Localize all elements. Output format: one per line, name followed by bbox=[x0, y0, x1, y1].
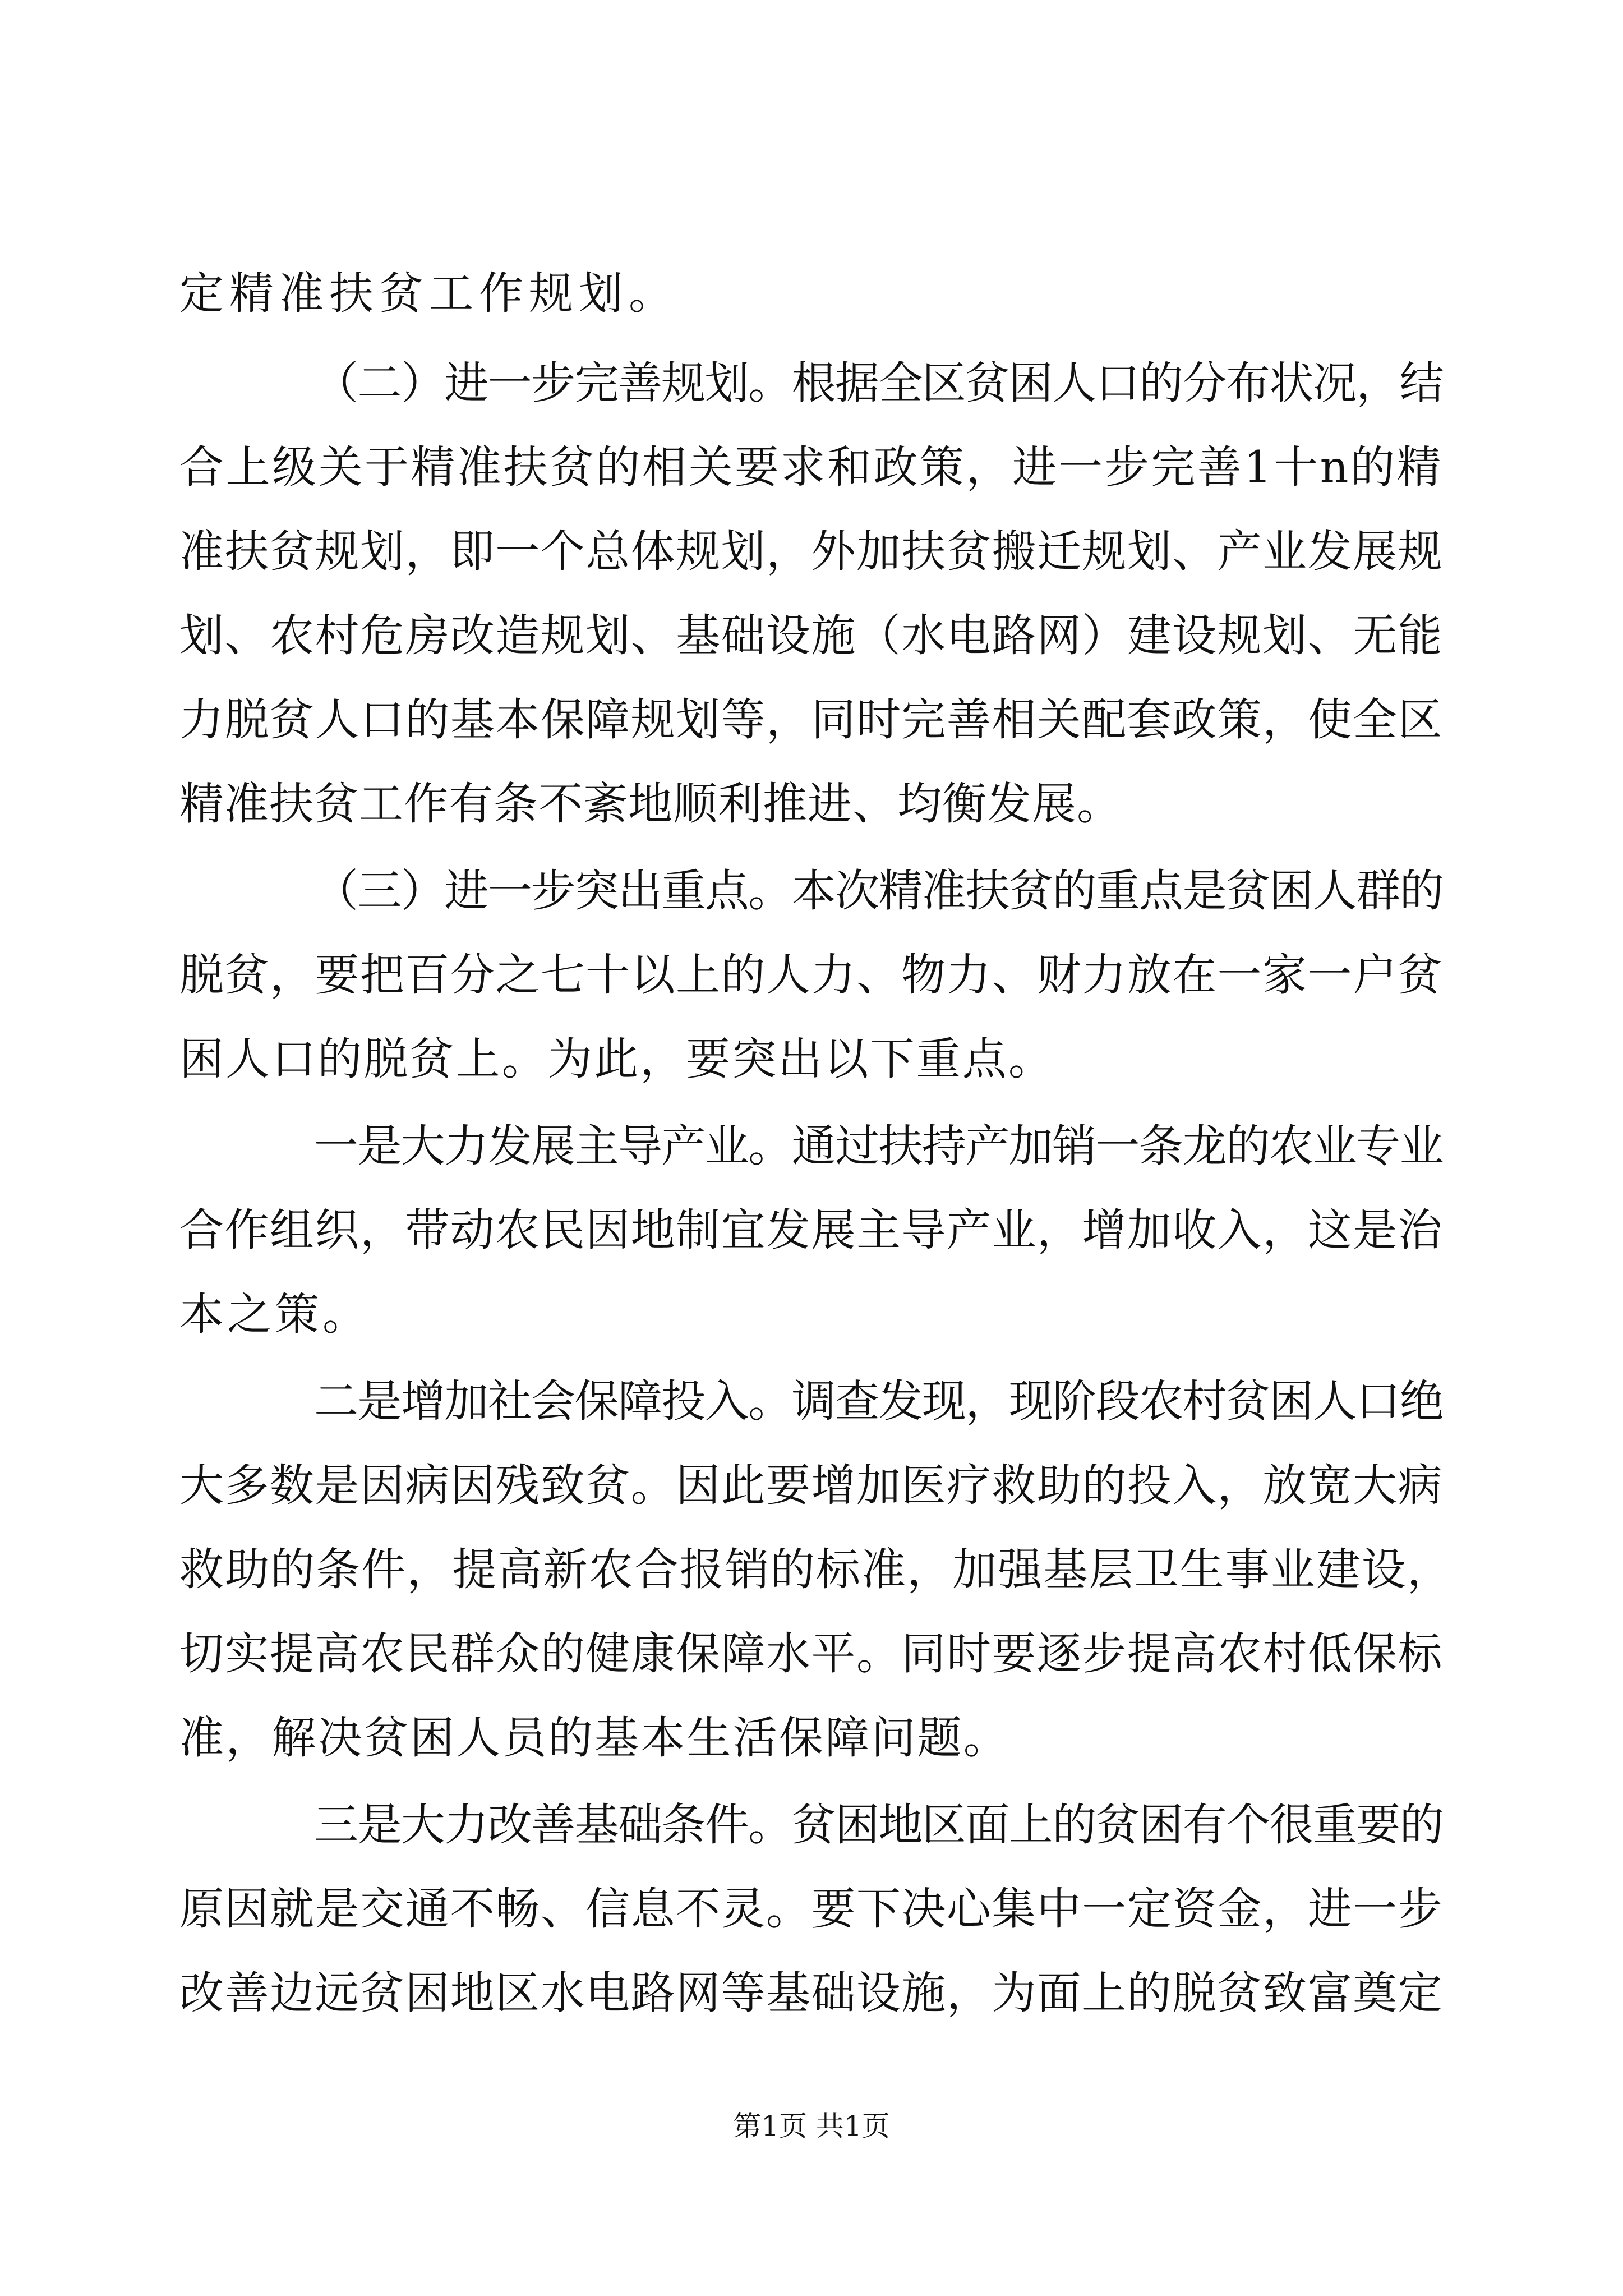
text-line: （二）进一步完善规划。根据全区贫困人口的分布状况，结 bbox=[314, 357, 1444, 409]
text-line: 脱贫，要把百分之七十以上的人力、物力、财力放在一家一户贫 bbox=[179, 949, 1443, 1001]
text-line: 合上级关于精准扶贫的相关要求和政策，进一步完善1十n的精 bbox=[179, 441, 1443, 493]
page-footer: 第1页 共1页 bbox=[733, 2110, 890, 2142]
text-line: 切实提高农民群众的健康保障水平。同时要逐步提高农村低保标 bbox=[179, 1628, 1443, 1680]
text-line: 救助的条件，提高新农合报销的标准，加强基层卫生事业建设， bbox=[179, 1544, 1453, 1595]
text-line: 准扶贫规划，即一个总体规划，外加扶贫搬迁规划、产业发展规 bbox=[179, 526, 1443, 577]
text-line: 精准扶贫工作有条不紊地顺利推进、均衡发展。 bbox=[179, 778, 1122, 830]
text-line: 准，解决贫困人员的基本生活保障问题。 bbox=[179, 1712, 1009, 1764]
text-line: 合作组织，带动农民因地制宜发展主导产业，增加收入，这是治 bbox=[179, 1204, 1443, 1256]
text-line: 本之策。 bbox=[179, 1289, 370, 1340]
text-line: 二是增加社会保障投入。调查发现，现阶段农村贫困人口绝 bbox=[314, 1375, 1444, 1427]
text-line: 困人口的脱贫上。为此，要突出以下重点。 bbox=[179, 1033, 1054, 1085]
text-line: 改善边远贫困地区水电路网等基础设施，为面上的脱贫致富奠定 bbox=[179, 1967, 1443, 2019]
text-line: 三是大力改善基础条件。贫困地区面上的贫困有个很重要的 bbox=[314, 1799, 1444, 1851]
text-line: 力脱贫人口的基本保障规划等，同时完善相关配套政策，使全区 bbox=[179, 694, 1443, 746]
text-line: 划、农村危房改造规划、基础设施（水电路网）建设规划、无能 bbox=[179, 610, 1443, 661]
text-line: 一是大力发展主导产业。通过扶持产加销一条龙的农业专业 bbox=[314, 1120, 1444, 1172]
text-line: （三）进一步突出重点。本次精准扶贫的重点是贫困人群的 bbox=[314, 865, 1444, 917]
text-line: 大多数是因病因残致贫。因此要增加医疗救助的投入，放宽大病 bbox=[179, 1460, 1443, 1511]
text-line: 原因就是交通不畅、信息不灵。要下决心集中一定资金，进一步 bbox=[179, 1883, 1443, 1935]
text-line: 定精准扶贫工作规划。 bbox=[179, 268, 679, 319]
